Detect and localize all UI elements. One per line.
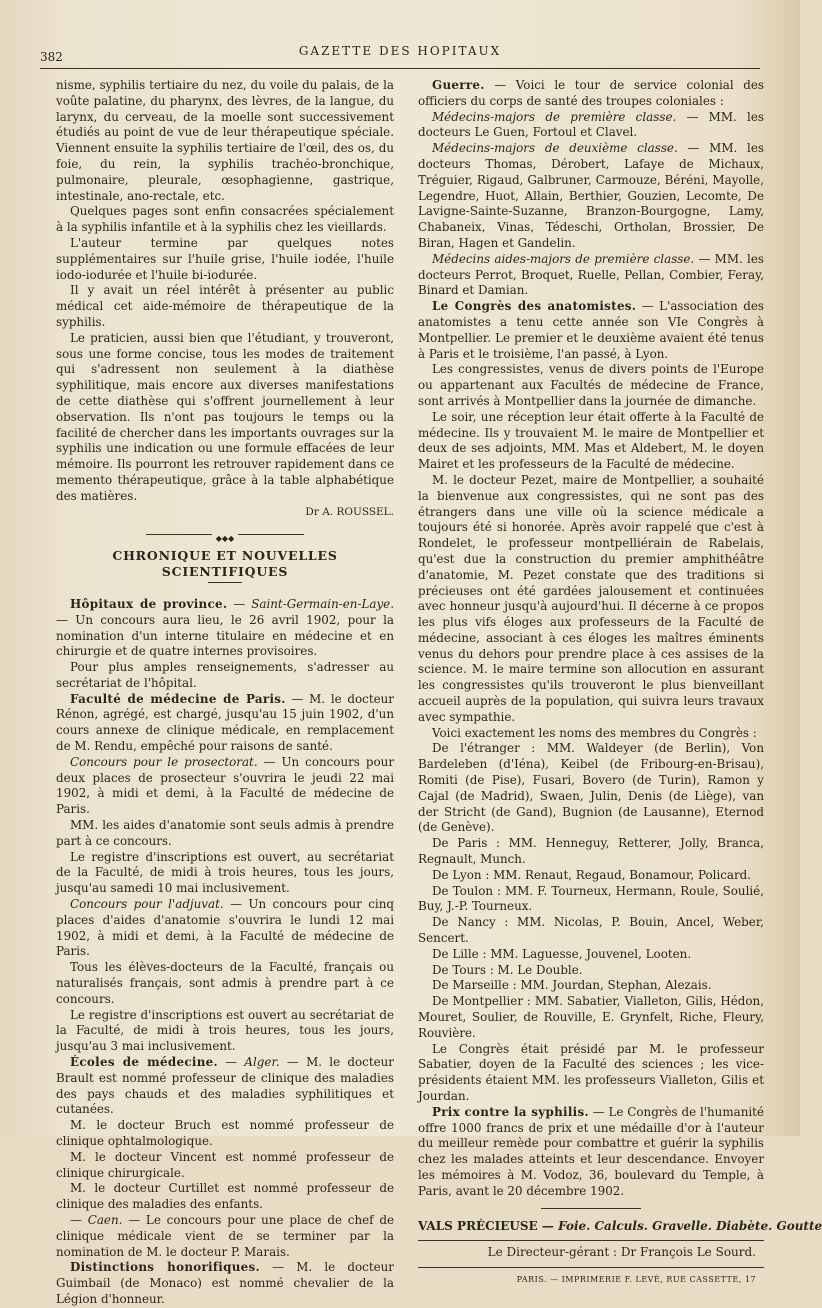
news-text: M. le docteur Bruch est nommé professeur de clinique ophtalmologique. [56, 1118, 394, 1148]
left-column [56, 78, 394, 1308]
news-item-faculte: Faculté de médecine de Paris. — M. le docteur Rénon, agrégé, est chargé, jusqu'au 15 juin 1902, d'un cours annexe de clinique médicale, en remplacement de M. Rendu, empêché pour raisons de santé. [56, 691, 394, 754]
news-text: Voici exactement les noms des membres du Congrès : [432, 725, 757, 740]
news-text: Médecins-majors de deuxième classe. — MM. les docteurs Thomas, Dérobert, Lafaye de Michaux, Tréguier, Rigaud, Galbruner, Carmouze, Béréni, Mayolle, Legendre, Huot, Allain, Berthier, Gouzien, Lecomte, De Lavigne-Sainte-Suzanne, Branzon-Bourgogne, Lamy, Chabaneix, Vinas, Tédeschi, Ortholan, Brossier, De Biran, Hagen et Gandelin. [418, 141, 764, 250]
news-text: Le soir, une réception leur était offerte à la Faculté de médecine. Ils y trouvaient M. le maire de Montpellier et deux de ses adjoints, MM. Mas et Aldebert, M. le doyen Mairet et les professeurs de la Faculté de médecine. [418, 409, 764, 472]
advert-tagline: Foie. Calculs. Gravelle. Diabète. Goutte [558, 1218, 822, 1233]
news-text: M. le docteur Vincent est nommé professeur de clinique chirurgicale. [56, 1149, 394, 1180]
review-paragraph: Il y avait un réel intérêt à présenter au public médical cet aide-mémoire de thérapeutique de la syphilis. [56, 283, 394, 329]
news-text: Le Congrès était présidé par M. le professeur Sabatier, doyen de la Faculté des sciences ; les vice-présidents étaient MM. les professeurs Vialleton, Gilis et Jourdan. [418, 1041, 764, 1103]
member-list-item: De Montpellier : MM. Sabatier, Vialleton, Gilis, Hédon, Mouret, Soulier, de Rouville, E. Grynfelt, Riche, Fleury, Rouvière. [418, 994, 764, 1040]
ornament-icon: ◆◆◆ [212, 534, 238, 543]
right-column [418, 78, 822, 1288]
page-header [40, 40, 760, 69]
short-divider [208, 582, 242, 583]
news-item-guerre: Guerre. — Voici le tour de service colonial des officiers du corps de santé des troupes coloniales : [418, 78, 764, 108]
news-text: M. le docteur Curtillet est nommé professeur de clinique des maladies des enfants. [56, 1181, 394, 1212]
journal-title: GAZETTE DES HOPITAUX [298, 44, 502, 58]
news-text: Tous les élèves-docteurs de la Faculté, français ou naturalisés français, sont admis à prendre part à ce concours. [56, 960, 394, 1006]
review-paragraph: Quelques pages sont enfin consacrées spécialement à la syphilis infantile et à la syphilis chez les vieillards. [56, 204, 394, 235]
page-number: 382 [40, 50, 63, 64]
divider [541, 1208, 641, 1209]
news-item-prix: Prix contre la syphilis. — Le Congrès de l'humanité offre 1000 francs de prix et une médaille d'or à l'auteur du meilleur remède pour combattre et guérir la syphilis chez les malades atteints et leur descendance. Envoyer les mémoires à M. Vodoz, 36, boulevard du Temple, à Paris, avant le 20 décembre 1902. [418, 1104, 764, 1198]
printer-line: PARIS. — IMPRIMERIE F. LEVÉ, RUE CASSETTE, 17 [516, 1275, 756, 1285]
news-text: Les congressistes, venus de divers points de l'Europe ou appartenant aux Facultés de médecine de France, sont arrivés à Montpellier dans la journée de dimanche. [418, 362, 764, 408]
news-text: Médecins aides-majors de première classe. — MM. les docteurs Perrot, Broquet, Ruelle, Pellan, Combier, Feray, Binard et Damian. [418, 251, 764, 298]
rubric-faculte: Faculté de médecine de Paris. [70, 691, 286, 706]
advertisement [418, 1218, 822, 1235]
section-divider [56, 530, 394, 544]
news-item-prosectorat: Concours pour le prosectorat. — Un concours pour deux places de prosecteur s'ouvrira le jeudi 22 mai 1902, à midi et demi, à la Faculté de médecine de Paris. [56, 754, 395, 817]
member-list-item: De Lyon : MM. Renaut, Regaud, Bonamour, Policard. [432, 867, 752, 882]
rubric-distinctions: Distinctions honorifiques. [70, 1260, 260, 1275]
news-item-ecoles: Écoles de médecine. — Alger. — M. le docteur Brault est nommé professeur de clinique des maladies des pays chauds et des maladies syphilitiques et cutanées. [56, 1055, 394, 1117]
member-list-item: De Nancy : MM. Nicolas, P. Bouin, Ancel, Weber, Sencert. [418, 915, 764, 946]
review-paragraph: L'auteur termine par quelques notes supplémentaires sur l'huile grise, l'huile iodée, l'huile iodo-iodurée et l'huile bi-iodurée. [56, 235, 394, 282]
member-list-item: De Lille : MM. Laguesse, Jouvenel, Looten. [432, 946, 692, 961]
news-text: Pour plus amples renseignements, s'adresser au secrétariat de l'hôpital. [56, 660, 394, 690]
divider [418, 1240, 764, 1241]
rubric-prix: Prix contre la syphilis. [432, 1104, 589, 1119]
review-paragraph: nisme, syphilis tertiaire du nez, du voile du palais, de la voûte palatine, du pharynx, des lèvres, de la langue, du larynx, du cerveau, de la moelle sont successivement étudiés au point de vue de leur thérapeutique spéciale. Viennent ensuite la syphilis tertiaire de l'œil, des os, du foie, du rein, la syphilis trachéo-bronchique, pulmonaire, pleurale, œsophagienne, gastrique, intestinale, ano-rectale, etc. [56, 78, 394, 203]
member-list-item: De l'étranger : MM. Waldeyer (de Berlin), Von Bardeleben (d'Iéna), Keibel (de Fribourg-en-Brisau), Romiti (de Pise), Fusari, Bovero (de Turin), Ramon y Cajal (de Madrid), Swaen, Julin, Denis (de Liège), van der Stricht (de Gand), Bugnion (de Lausanne), Eternod (de Genève). [418, 741, 764, 835]
member-list-item: De Marseille : MM. Jourdan, Stephan, Alezais. [432, 978, 712, 993]
news-item-hopitaux: Hôpitaux de province. — Saint-Germain-en-Laye. — Un concours aura lieu, le 26 avril 1902, pour la nomination d'un interne titulaire en médecine et en chirurgie et de quatre internes provisoires. [56, 596, 394, 659]
news-item-congres: Le Congrès des anatomistes. — L'association des anatomistes a tenu cette année son VIe Congrès à Montpellier. Le premier et le deuxième avaient été tenus à Paris et le troisième, l'an passé, à Lyon. [418, 299, 764, 361]
news-text: Médecins-majors de première classe. — MM. les docteurs Le Guen, Fortoul et Clavel. [418, 109, 764, 140]
director-line: Le Directeur-gérant : Dr François Le Sourd. [487, 1245, 756, 1260]
news-text: Le registre d'inscriptions est ouvert, au secrétariat de la Faculté, de midi à trois heures, tous les jours, jusqu'au samedi 10 mai inclusivement. [56, 849, 394, 896]
review-paragraph: Le praticien, aussi bien que l'étudiant, y trouveront, sous une forme concise, tous les modes de traitement qui s'adressent non seulement à la diathèse syphilitique, mais encore aux diverses manifestations de cette diathèse qui s'offrent journellement à leur observation. Ils n'ont pas toujours le temps ou la facilité de chercher dans les importants ouvrages sur la syphilis une indication ou une formule effacées de leur mémoire. Ils pourront les retrouver rapidement dans ce memento thérapeutique, grâce à la table alphabétique des matières. [56, 330, 394, 503]
news-text: M. le docteur Pezet, maire de Montpellier, a souhaité la bienvenue aux congressistes, qui ne sont pas des étrangers dans une ville où la science médicale a toujours été si honorée. Après avoir rappelé que c'est à Rondelet, le professeur montpelliérain de Rabelais, qu'est due la construction du premier amphithéâtre d'anatomie, M. Pezet constate que des traditions si précieuses ont été gardées jalousement et continuées avec honneur jusqu'à aujourd'hui. Il décerne à ce propos les plus vifs éloges aux professeurs de la Faculté de médecine, associant à ces éloges les maîtres éminents venus du dehors pour prendre place à ces assises de la science. M. le maire termine son allocution en assurant les congressistes qu'ils trouveront le plus bienveillant accueil auprès de la population, qui suivra leurs travaux avec sympathie. [418, 472, 764, 724]
rubric-hopitaux: Hôpitaux de province. [70, 596, 228, 611]
divider [418, 1267, 764, 1268]
member-list-item: De Tours : M. Le Double. [432, 962, 583, 977]
rubric-guerre: Guerre. [432, 78, 485, 92]
rubric-congres: Le Congrès des anatomistes. [432, 299, 637, 314]
member-list-item: De Paris : MM. Henneguy, Retterer, Jolly, Branca, Regnault, Munch. [418, 836, 764, 867]
review-signature: Dr A. ROUSSEL. [305, 505, 394, 518]
news-item-caen: — Caen. — Le concours pour une place de chef de clinique médicale vient de se terminer par la nomination de M. le docteur P. Marais. [56, 1212, 395, 1259]
news-text: MM. les aides d'anatomie sont seuls admis à prendre part à ce concours. [56, 818, 394, 848]
rubric-ecoles: Écoles de médecine. [70, 1055, 218, 1070]
news-item-distinctions: Distinctions honorifiques. — M. le docteur Guimbail (de Monaco) est nommé chevalier de la Légion d'honneur. [56, 1260, 394, 1306]
advert-brand: VALS PRÉCIEUSE — [418, 1218, 554, 1233]
section-title: CHRONIQUE ET NOUVELLES SCIENTIFIQUES [112, 548, 338, 580]
news-item-adjuvat: Concours pour l'adjuvat. — Un concours pour cinq places d'aides d'anatomie s'ouvrira le lundi 12 mai 1902, à midi et demi, à la Faculté de médecine de Paris. [56, 897, 394, 959]
member-list-item: De Toulon : MM. F. Tourneux, Hermann, Roule, Soulié, Buy, J.-P. Tourneux. [418, 883, 764, 914]
news-text: Le registre d'inscriptions est ouvert au secrétariat de la Faculté, de midi à trois heures, tous les jours, jusqu'au 3 mai inclusivement. [56, 1007, 394, 1054]
